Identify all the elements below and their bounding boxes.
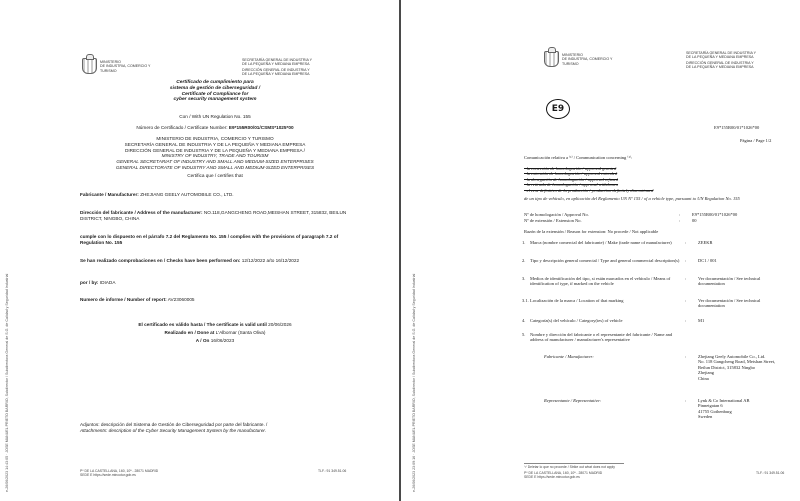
cert-number-label: Número de Certificado / Certificate Number: (136, 125, 228, 130)
approval-no-value: E9*155R00/01*1026*00 (692, 212, 738, 217)
item-value: DC1 / 001 (698, 258, 717, 263)
title-line: Certificado de cumplimiento para (176, 80, 254, 85)
address-line: No. 118 Gangcheng Road, Meishan Street, (698, 359, 776, 365)
option-line: - el cese definitivo de la producción / production definitely discontinued (524, 187, 654, 193)
page-divider (399, 0, 401, 501)
address-line: Sweden (698, 414, 713, 420)
checks-label: Se han realizado comprobaciones en / Checks have been performed on: (80, 258, 241, 263)
option-line: - la concesión de homologación / approval granted (524, 166, 617, 171)
coat-of-arms-icon (82, 58, 97, 74)
secretariat-line: SECRETARÍA GENERAL DE INDUSTRIA Y (686, 51, 757, 55)
address-line: China (698, 375, 709, 381)
certifies-line: Certifica que / certifies that (187, 173, 243, 178)
communication-options (524, 166, 794, 193)
address-line: Pinnetgatan 6 (698, 403, 723, 409)
on-value: 16/06/2023 (210, 338, 235, 343)
title-line: Certificate of Compliance for (181, 91, 249, 97)
footnote: ⁽¹⁾ Deletar lo que no procede / Strike out what does not apply (524, 463, 624, 469)
ministry-line: DE INDUSTRIA, COMERCIO Y (100, 64, 151, 69)
ministry-line: TURISMO (562, 61, 579, 66)
footer (80, 469, 158, 477)
option-line: - la retirada de homologación / approval withdrawn (524, 182, 619, 188)
date-line (80, 338, 350, 344)
report-value: AV23060005 (167, 297, 195, 302)
certificate-page-left (0, 0, 396, 501)
ministry-line: TURISMO (100, 68, 117, 73)
done-at-line (80, 330, 350, 336)
secretariat-line: DE LA PEQUEÑA Y MEDIANA EMPRESA (242, 72, 310, 77)
approval-no-label: Nº de homologación / Approval No. (524, 212, 589, 217)
ministry-header (544, 51, 613, 72)
extension-value: 00 (692, 218, 697, 223)
representative-label: Representante / Representative: (544, 398, 602, 403)
address-label: Dirección del fabricante / Address of the manufacturer: (80, 210, 203, 215)
secretariat-line: DIRECCIÓN GENERAL DE INDUSTRIA Y (242, 67, 310, 72)
item-label: Categoría(s) del vehículo / Category(ies) of vehicle (530, 318, 623, 323)
checks-dates: 12/12/2022 a/to 16/12/2022 (241, 258, 300, 263)
extension-label: Nº de extensión / Extension No. (524, 218, 582, 223)
secretariat-header (686, 51, 796, 70)
e9-approval-mark: E9 (546, 99, 570, 119)
by-value: IDIADA (99, 280, 116, 285)
secretariat-line: DIRECCIÓN GENERAL DE INDUSTRIA Y (686, 60, 754, 65)
title-line: cyber security management system (173, 97, 257, 103)
secretariat-line: DE LA PEQUEÑA Y MEDIANA EMPRESA (686, 65, 754, 70)
secretariat-header (242, 58, 362, 77)
authority-block (80, 136, 350, 171)
cert-number-value: E9*155R00/01/CSMS*1025*00 (228, 125, 294, 130)
valid-label: El certificado es válido hasta / The certificate is valid until (138, 322, 267, 327)
secretariat-line: SECRETARÍA GENERAL DE INDUSTRIA Y (242, 58, 313, 62)
footer-web: SEDE E https://sede.mincotur.gob.es (80, 473, 136, 477)
ministry-line: MINISTERIO (562, 53, 583, 57)
on-label: A / On (195, 338, 210, 343)
address-line (80, 210, 350, 222)
footer-phone: TLF.: 91 349.51.06 (318, 469, 347, 473)
reason-line: Razón de la extensión / Reason for extension: No procede / Not applicable (524, 229, 659, 234)
address-line: Beilun District, 315832 Ningbo (698, 364, 755, 370)
item-number: 3. (522, 276, 526, 281)
manufacturer-line (80, 192, 350, 198)
page-number: Página / Page 1/2 (740, 138, 772, 143)
address-line: 41755 Gothenburg (698, 408, 732, 414)
manufacturer-label: Fabricante / Manufacturer: (544, 354, 594, 359)
ministry-header (82, 58, 151, 79)
item-label: Nombre y dirección del fabricante o el representante del fabricante / Name and address of manufacturer / manufacturer's representative (530, 332, 673, 343)
attachments-en: Attachments: description of the Cyber Security Management System by the manufacturer. (80, 427, 267, 433)
secretariat-line: DE LA PEQUEÑA Y MEDIANA EMPRESA (242, 62, 310, 67)
item-value: ZEEKR (698, 240, 713, 245)
item-value: M1 (698, 318, 705, 323)
address-line: Lynk & Co International AB (698, 398, 750, 403)
done-value: L'Albornar (Santa Oliva) (215, 330, 266, 335)
manufacturer-label: Fabricante / Manufacturer: (80, 192, 139, 197)
item-number: 1. (522, 240, 526, 245)
item-number: 2. (522, 258, 526, 263)
authority-line: GENERAL SECRETARIAT OF INDUSTRY AND SMALL AND MEDIUM-SIZED ENTERPRISES (116, 159, 314, 165)
valid-value: 20/06/2026 (268, 322, 292, 327)
footer-web: SEDE E https://sede.mincotur.gob.es (524, 475, 580, 479)
item-number: 3.1. (522, 298, 529, 303)
footer (524, 471, 602, 479)
representative-address (698, 398, 784, 420)
by-line (80, 280, 350, 286)
valid-until-line (80, 322, 350, 328)
vehicle-type-line: de un tipo de vehículo, en aplicación del Reglamento UN Nº 155 / of a vehicle type, pursuant to UN Regulation No. 155 (524, 196, 740, 201)
item-number: 5. (522, 332, 526, 337)
item-value: Ver documentación / See technical documentation (698, 298, 761, 309)
item-label: Localización de la marca / Location of that marking (530, 298, 624, 303)
title-line: sistema de gestión de ciberseguridad / (169, 85, 261, 91)
communication-line: Comunicación relativa a ⁽¹⁾ / Communication concerning ⁽¹⁾: (524, 155, 633, 160)
option-line: - la extensión de homologación / approval extended (524, 171, 618, 177)
address-line: Zhejiang (698, 370, 714, 376)
item-label: Marca (nombre comercial del fabricante) / Make (trade name of manufacturer) (530, 240, 672, 245)
approval-code: E9*155R00/01*1026*00 (714, 125, 760, 130)
certificate-title (80, 80, 350, 103)
signature-side-text: e-26/06/2023 23:09:16 · JOSE MANUEL PRIETO BARRIO, Subdirector / Subdirectora General de S.G. de Calidad y Seguridad Industrial (412, 273, 416, 492)
authority-line: GENERAL DIRECTORATE OF INDUSTRY AND SMALL AND MEDIUM-SIZED ENTERPRISES (115, 164, 315, 170)
authority-line: DIRECCIÓN GENERAL DE INDUSTRIA Y DE LA PEQUEÑA Y MEDIANA EMPRESA / (124, 147, 305, 153)
authority-line: MINISTRY OF INDUSTRY, TRADE AND TOURISM (161, 153, 269, 159)
option-line: - la denegación de homologación / approval refused (524, 176, 619, 182)
signature-side-text: e-26/06/2023 14:43:05 · JOSE MANUEL PRIETO BARRIO, Subdirector / Subdirectora General de S.G. de Calidad y Seguridad Industrial (5, 273, 9, 492)
item-label: Medios de identificación del tipo, si están marcados en el vehículo / Means of identification of type, if marked on the vehicle (530, 276, 671, 287)
coat-of-arms-icon (544, 51, 559, 67)
report-line (80, 297, 350, 303)
item-value: Ver documentación / See technical documentation (698, 276, 761, 287)
address-value: NO.118,GANGCHENG ROAD,MEISHAN STREET, 315832, BEILUN DISTRICT, NINGBO, CHINA (80, 210, 347, 221)
manufacturer-address (698, 354, 784, 381)
complies-statement: cumple con lo dispuesto en el párrafo 7.2 del Reglamento No. 155 / complies with the provisions of paragraph 7.2 of Regulation No. 155 (80, 234, 339, 245)
done-label: Realizado en / Done at (164, 330, 215, 335)
authority-line: MINISTERIO DE INDUSTRIA, COMERCIO Y TURISMO (156, 136, 274, 141)
ministry-line: MINISTERIO (100, 60, 121, 64)
footer-address: Pº DE LA CASTELLANA, 160, 10ª - 28071 MADRID (80, 469, 159, 473)
checks-line (80, 258, 350, 264)
report-label: Numero de informe / Number of report: (80, 297, 167, 302)
secretariat-line: DE LA PEQUEÑA Y MEDIANA EMPRESA (686, 55, 754, 60)
item-number: 4. (522, 318, 526, 323)
address-line: Zhejiang Geely Automobile Co., Ltd. (698, 354, 766, 359)
attachments (80, 422, 350, 434)
footer-phone: TLF.: 91 349.51.06 (756, 471, 785, 475)
certificate-number-line (80, 125, 350, 131)
authority-line: SECRETARÍA GENERAL DE INDUSTRIA Y DE LA PEQUEÑA Y MEDIANA EMPRESA (124, 141, 306, 147)
approval-page-right: e-26/06/2023 23:09:16 · JOSE MANUEL PRIETO BARRIO, Subdirector / Subdirectora General de S.G. de Calidad y Seguridad Industrial MINISTERIO DE INDUSTRIA, COMERCIO Y TURISMO SECRETARÍA GENERAL DE INDUSTRIA Y DE LA PEQUEÑA Y MEDIANA EMPRESA DIRECCIÓN GENERAL DE INDUSTRIA Y DE LA PEQUEÑA Y MEDIANA EMPRESA E9 E9*155R00/01*1026*00 Página / Page 1/2 Comunicación relativa a ⁽¹⁾ / Communication concerning ⁽¹⁾: - la concesión de homologación / approval granted - la extensión de homologación / approval extended - la denegación de homologación / approval refused - la retirada de homologación / approval withdrawn - el cese definitivo de la producción / production definitely discontinued de un tipo de vehículo, en aplicación del Reglamento UN Nº 155 / of a vehicle type, pursuant to UN Regulation No. 155 Nº de homologación / Approval No. : E9*155R00/01*1026*00 Nº de extensión / Extension No. : 00 Razón de la extensión / Reason for extension: No procede / Not applicable 1. Marca (nombre comercial del fabricante) / Make (trade name of manufacturer) : ZEEKR 2. Tipo y descripción general comercial / Type and general commercial description(s) : DC1 / 001 3. Medios de identificación del tipo, si están marcados en el vehículo / Means of identification of type, if marked on the vehicle : Ver documentación / See technical documentation 3.1. Localización de la marca / Location of that marking : Ver documentación / See technical documentation 4. Categoría(s) del vehículo / Category(ies) of vehicle : M1 5. Nombre y dirección del fabricante o el representante del fabricante / Name and address of manufacturer / manufacturer's representative Fabricante / Manufacturer: : Zhejiang Geely Automobile Co., Ltd. No. 118 Gangcheng Road, Meishan Street, Beilun District, 315832 Ningbo Zhejiang China Representante / Representative: : Lynk & Co International AB Pinnetgatan 6 41755 Gothenburg Sweden ⁽¹⁾ Deletar lo que no procede / Strike out what does not apply Pº DE LA CASTELLANA, 160, 10ª - 28071 MADRID SEDE E https://sede.mincotur.gob.es TLF.: 91 349.51.06 (404, 0, 800, 501)
regulation-line: Con / With UN Regulation No. 155 (179, 114, 251, 119)
manufacturer-value: ZHEJIANG GEELY AUTOMOBILE CO., LTD. (140, 192, 234, 197)
ministry-line: DE INDUSTRIA, COMERCIO Y (562, 57, 613, 62)
attachments-es: Adjuntos: descripción del Sistema de Gestión de Ciberseguridad por parte del fabricante. / (80, 422, 268, 427)
by-label: por / by: (80, 280, 99, 285)
footer-address: Pº DE LA CASTELLANA, 160, 10ª - 28071 MADRID (524, 471, 603, 475)
item-label: Tipo y descripción general comercial / Type and general commercial description(s) (530, 258, 680, 263)
